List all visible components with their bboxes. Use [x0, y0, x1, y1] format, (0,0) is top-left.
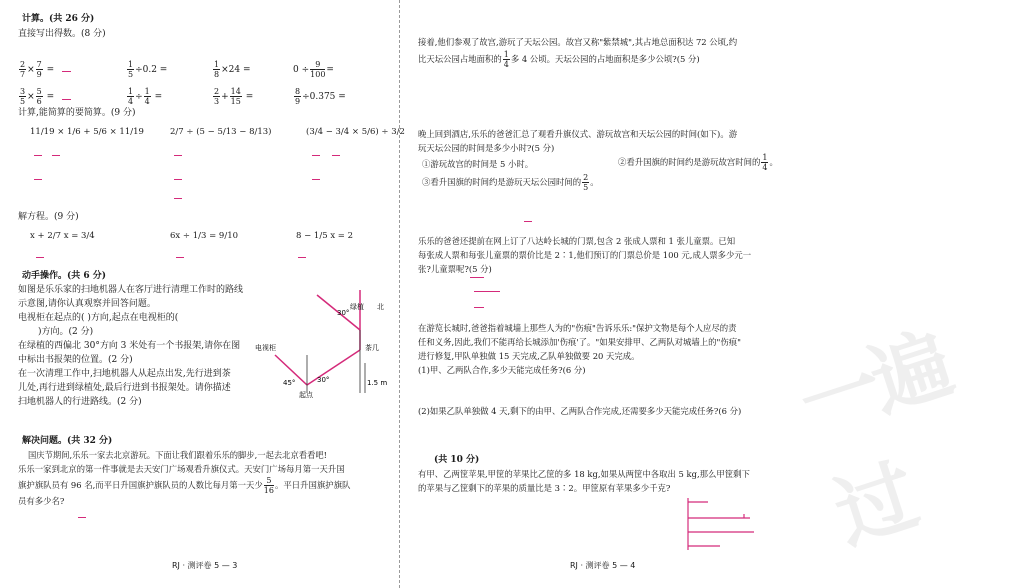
operate-q1b: )方向。(2 分): [38, 327, 94, 337]
operate-text-1: 如图是乐乐家的扫地机器人在客厅进行清理工作时的路线: [18, 285, 244, 295]
answer-mark: [174, 198, 182, 199]
answer-mark: [34, 179, 42, 180]
operate-q1a: 电视柜在起点的( )方向,起点在电视柜的(: [18, 313, 179, 323]
calc-expr-3: (3/4 − 3/4 × 5/6) ÷ 3/2: [306, 127, 405, 137]
palace-text-1: 接着,他们参观了故宫,游玩了天坛公园。故宫又称"紫禁城",其占地总面积达 72 公顷,约: [418, 37, 738, 47]
left-page: [0, 0, 405, 588]
oral-7: $\frac{2}{3}$ + $\frac{14}{15}$ =: [214, 87, 254, 106]
operate-q3c: 扫地机器人的行进路线。(2 分): [18, 397, 142, 407]
answer-mark: [78, 517, 86, 518]
oral-6: $\frac{1}{4}$ ÷ $\frac{1}{4}$ =: [128, 87, 163, 106]
oral-4: 0 ÷ $\frac{9}{100}$ =: [293, 60, 334, 79]
answer-mark: [174, 155, 182, 156]
time-condition-2: ②看升国旗的时间约是游玩故宫时间的 $\frac{1}{4}$ 。: [618, 153, 778, 172]
ticket-text-1: 乐乐的爸爸还提前在网上订了八达岭长城的门票,包含 2 张成人票和 1 张儿童票。已知: [418, 236, 736, 246]
page-footer-left: RJ · 测评卷 5 — 3: [172, 561, 238, 570]
answer-mark: [62, 71, 71, 72]
sub-simplify: 计算,能简算的要简算。(9 分): [18, 108, 136, 118]
page-footer-right: RJ · 测评卷 5 — 4: [570, 561, 636, 570]
operate-q3a: 在一次清理工作中,扫地机器人从起点出发,先行进到茶: [18, 369, 231, 379]
section-title-apple: (共 10 分): [434, 455, 480, 465]
right-page: [400, 0, 958, 588]
calc-expr-2: 2/7 ÷ (5 − 5/13 − 8/13): [170, 127, 272, 137]
calc-expr-1: 11/19 × 1/6 + 5/6 × 11/19: [30, 127, 144, 137]
oral-2: $\frac{1}{5}$ ÷0.2 =: [128, 60, 168, 79]
answer-mark: [312, 179, 320, 180]
answer-mark: [36, 257, 44, 258]
time-condition-3: ③看升国旗的时间约是游玩天坛公园时间的 $\frac{2}{5}$ 。: [422, 173, 599, 192]
solve-p1c: 员有多少名?: [18, 496, 65, 506]
answer-mark: [474, 307, 484, 308]
angle-label-30b: 30°: [317, 376, 330, 384]
answer-mark: [174, 179, 182, 180]
angle-label-30: 30°: [337, 309, 350, 317]
start-label: 起点: [299, 391, 313, 399]
wall-question-2: (2)如果乙队单独做 4 天,剩下的由甲、乙两队合作完成,还需要多少天能完成任务?(6 分): [418, 406, 742, 416]
table-label: 茶几: [365, 344, 379, 352]
equation-3: 8 − 1/5 x = 2: [296, 231, 354, 241]
answer-mark: [474, 291, 500, 292]
oral-5: $\frac{3}{5}$ × $\frac{5}{6}$ =: [20, 87, 55, 106]
equation-1: x + 2/7 x = 3/4: [30, 231, 95, 241]
answer-mark: [62, 99, 71, 100]
solve-p1a: 乐乐一家到北京的第一件事就是去天安门广场观看升旗仪式。天安门广场每月第一天升国: [18, 464, 345, 474]
equation-2: 6x ÷ 1/3 = 9/10: [170, 231, 239, 241]
sub-equation: 解方程。(9 分): [18, 212, 79, 222]
path-segment: [307, 350, 360, 385]
watermark: 一遍过: [788, 317, 958, 562]
operate-q3b: 儿处,再行进到绿植处,最后行进到书报架处。请你描述: [18, 383, 231, 393]
time-condition-1: ①游玩故宫的时间是 5 小时。: [422, 159, 534, 169]
angle-label-45: 45°: [283, 379, 296, 387]
operate-q2b: 中标出书报架的位置。(2 分): [18, 355, 133, 365]
answer-mark: [470, 277, 484, 278]
answer-mark: [176, 257, 184, 258]
palace-text-2: 比天坛公园占地面积的 $\frac{1}{4}$ 多 4 公顷。天坛公园的占地面积是多少公顷?(5 分): [418, 50, 700, 69]
answer-mark: [34, 155, 42, 156]
section-title-calc: 计算。(共 26 分): [22, 14, 95, 24]
segment-diagram: [680, 494, 760, 554]
sub-direct: 直接写出得数。(8 分): [18, 29, 106, 39]
operate-q2a: 在绿植的西偏北 30°方向 3 米处有一个书报架,请你在图: [18, 341, 241, 351]
north-label: 北: [377, 303, 384, 311]
section-title-solve: 解决问题。(共 32 分): [22, 436, 113, 446]
wall-text-3: 进行修复,甲队单独做 15 天完成,乙队单独做要 20 天完成。: [418, 351, 640, 361]
plant-label: 绿植: [350, 303, 364, 311]
ticket-text-2: 每张成人票和每张儿童票的票价比是 2∶1,他们预订的门票总价是 100 元,成人票多少元一: [418, 250, 752, 260]
scale-label: 1.5 m: [367, 379, 388, 387]
wall-question-1: (1)甲、乙两队合作,多少天能完成任务?(6 分): [418, 365, 586, 375]
tv-label: 电视柜: [255, 344, 276, 352]
answer-mark: [298, 257, 306, 258]
answer-mark: [52, 155, 60, 156]
oral-8: $\frac{8}{9}$ ÷0.375 =: [295, 87, 346, 106]
ticket-text-3: 张?儿童票呢?(5 分): [418, 264, 492, 274]
solve-intro: 国庆节期间,乐乐一家去北京游玩。下面让我们跟着乐乐的脚步,一起去北京看看吧!: [28, 450, 328, 460]
section-title-operate: 动手操作。(共 6 分): [22, 271, 107, 281]
oral-3: $\frac{1}{8}$ ×24 =: [214, 60, 251, 79]
time-text-2: 玩天坛公园的时间是多少小时?(5 分): [418, 143, 555, 153]
answer-mark: [524, 221, 532, 222]
answer-mark: [312, 155, 320, 156]
time-text-1: 晚上回到酒店,乐乐的爸爸汇总了观看升旗仪式、游玩故宫和天坛公园的时间(如下)。游: [418, 129, 738, 139]
route-diagram: [255, 285, 395, 405]
apple-text-2: 的苹果与乙筐剩下的苹果的质量比是 3∶2。甲筐原有苹果多少千克?: [418, 483, 671, 493]
operate-text-2: 示意图,请你认真观察并回答问题。: [18, 299, 156, 309]
answer-mark: [332, 155, 340, 156]
solve-p1b: 旗护旗队员有 96 名,而平日升国旗护旗队员的人数比每月第一天少 $\frac{5}{16}$ 。平日升国旗护旗队: [18, 476, 351, 495]
oral-1: $\frac{2}{7}$ × $\frac{7}{9}$ =: [20, 60, 55, 79]
wall-text-1: 在游览长城时,爸爸指着城墙上那些人为的"伤痕"告诉乐乐:"保护文物是每个人应尽的责: [418, 323, 737, 333]
apple-text-1: 有甲、乙两筐苹果,甲筐的苹果比乙筐的多 18 kg,如果从两筐中各取出 5 kg,那么甲筐剩下: [418, 469, 750, 479]
wall-text-2: 任和义务,因此,我们不能再给长城添加'伤痕'了。"如果安排甲、乙两队对城墙上的"伤痕": [418, 337, 741, 347]
